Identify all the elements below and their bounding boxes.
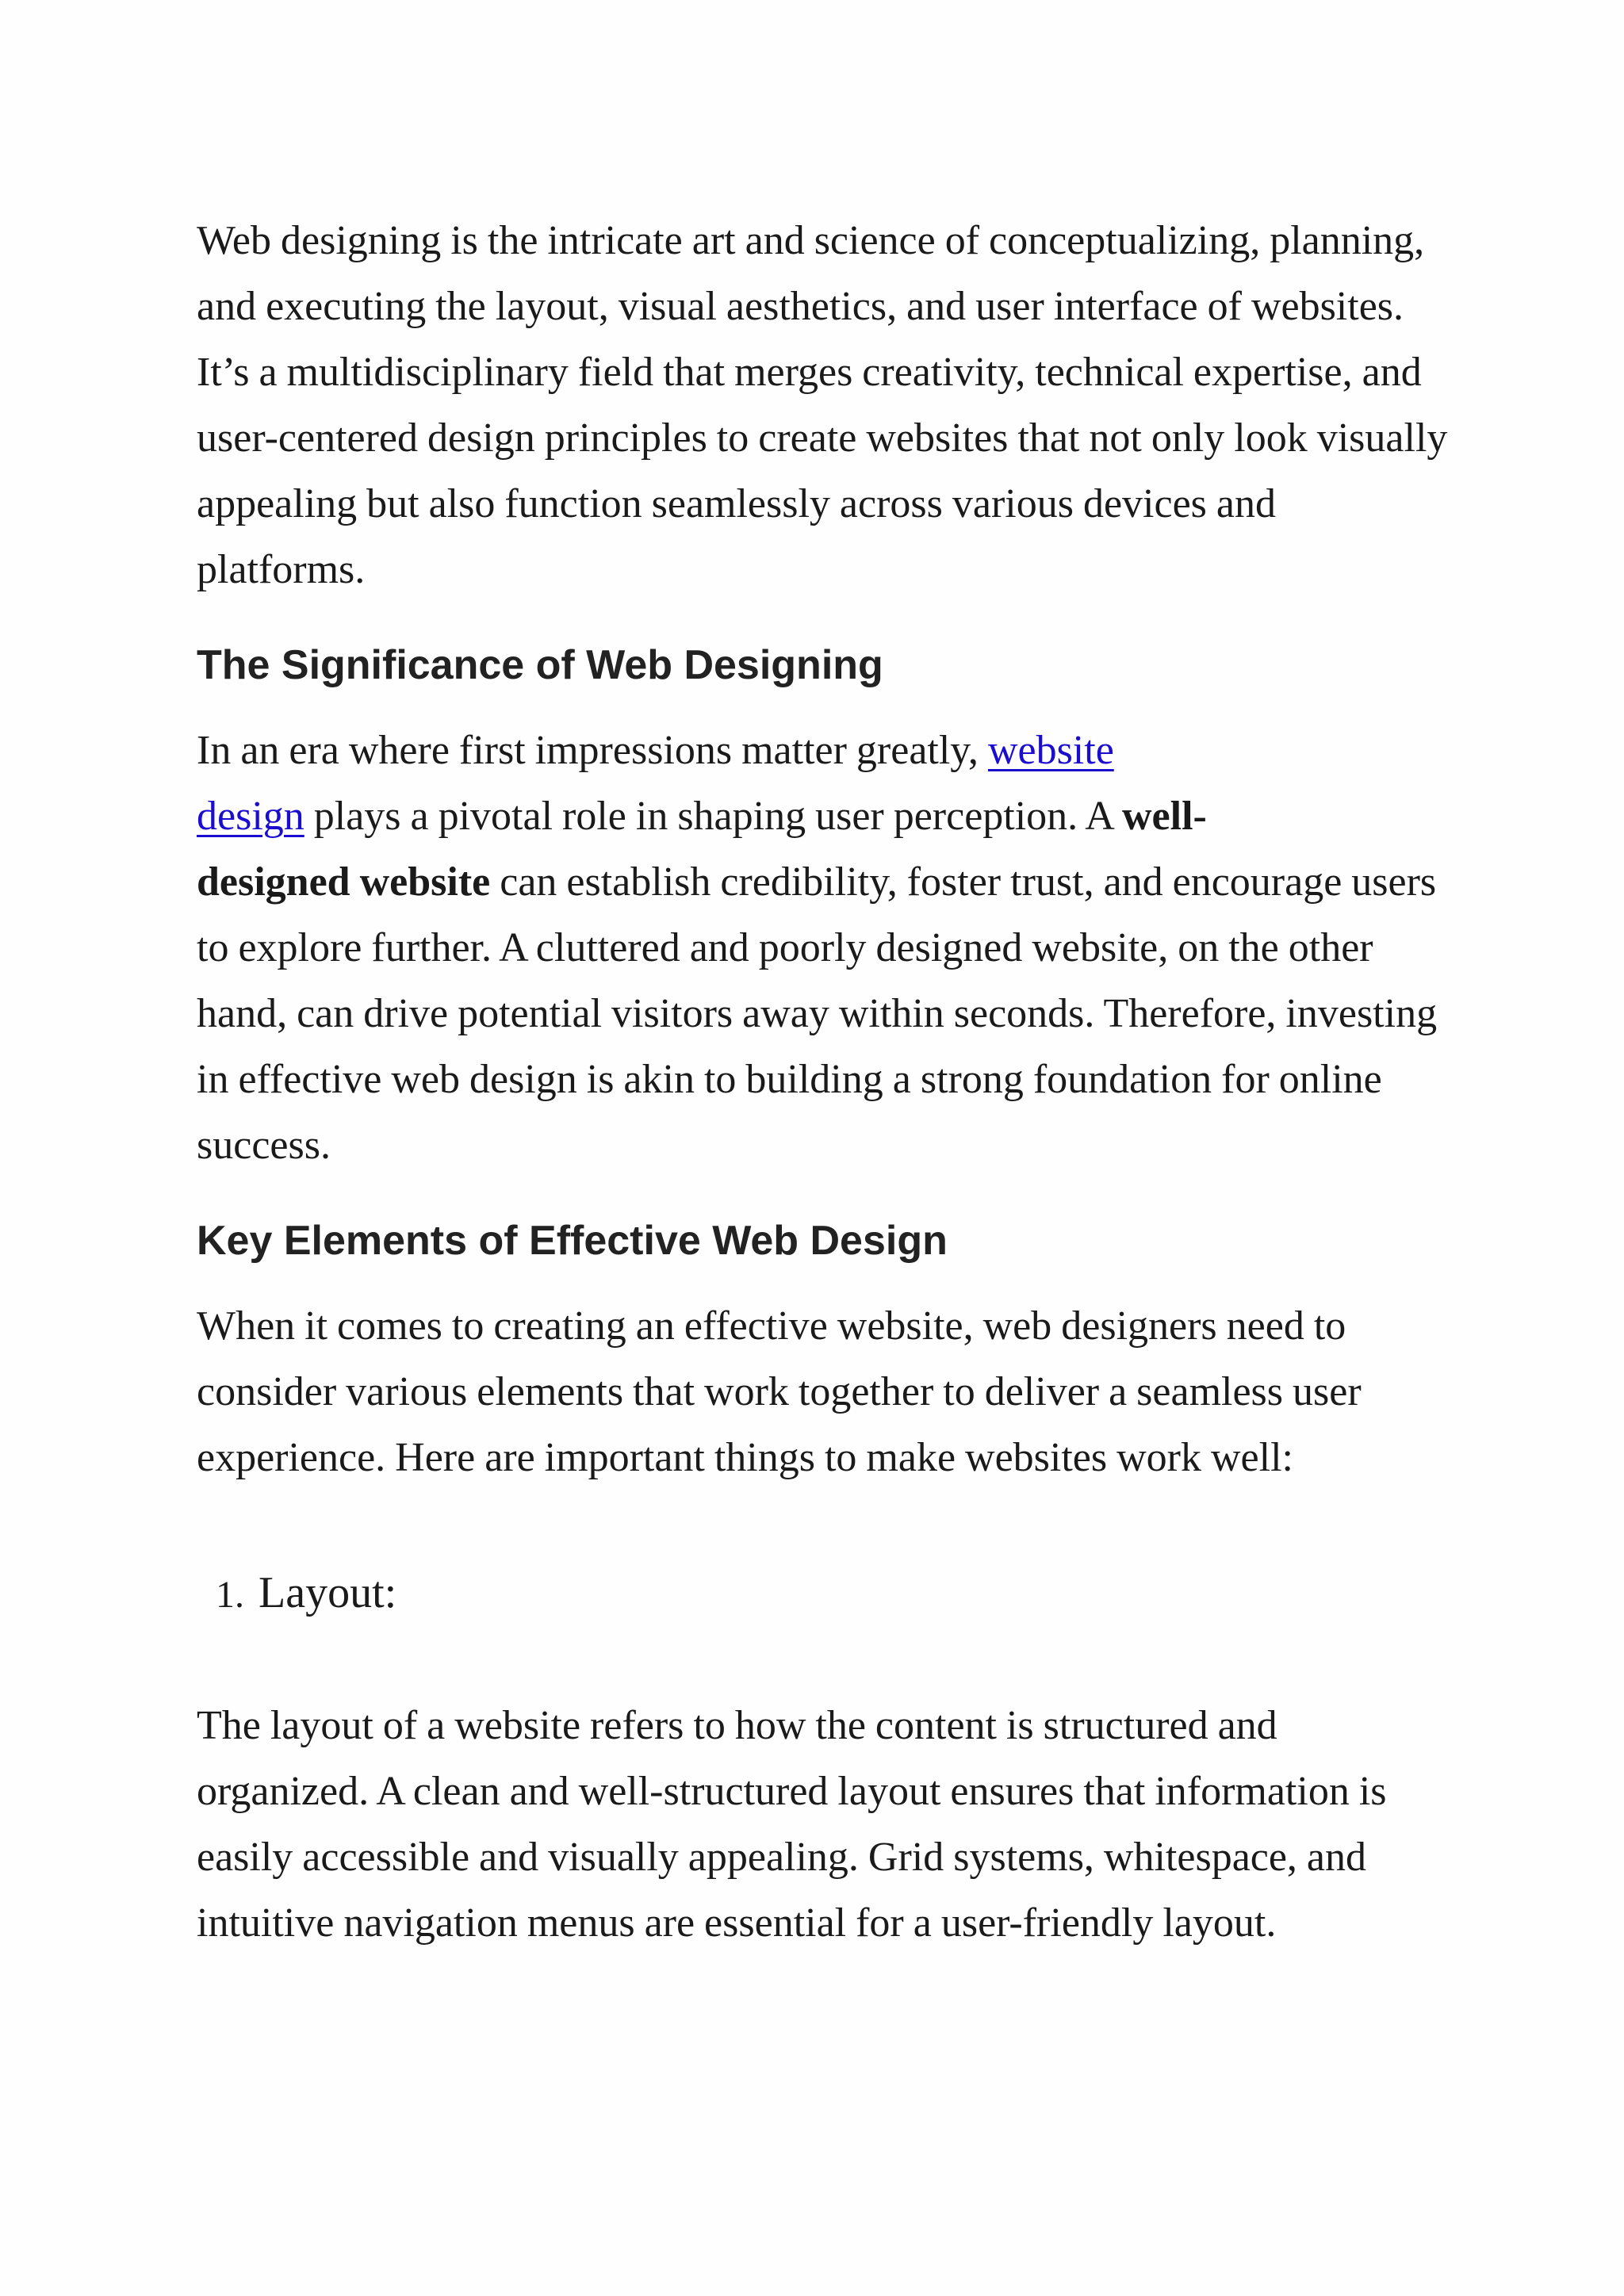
significance-text-end: can establish credibility, foster trust, and encourage users to explore further. A cluttered and poorly designed website, on the other hand, can drive potential visitors away within seconds. Therefore, investing in effective web design is akin to building a strong foundation for online success. bbox=[197, 859, 1438, 1168]
significance-paragraph bbox=[197, 718, 1450, 1178]
significance-text-start: In an era where first impressions matter greatly, bbox=[197, 728, 988, 773]
document-page bbox=[197, 208, 1450, 1956]
significance-heading: The Significance of Web Designing bbox=[197, 642, 883, 688]
list-item-label: Layout: bbox=[259, 1568, 397, 1617]
well-designed-bold-part2: designed website bbox=[197, 859, 491, 905]
list-item-number: 1. bbox=[216, 1574, 244, 1616]
elements-list bbox=[197, 1560, 1450, 1628]
key-elements-heading: Key Elements of Effective Web Design bbox=[197, 1218, 948, 1264]
website-design-link-line1[interactable]: website bbox=[987, 728, 1114, 773]
key-elements-paragraph: When it comes to creating an effective website, web designers need to consider various elements that work together to deliver a seamless user experience. Here are important things to make websites work well: bbox=[197, 1303, 1362, 1480]
intro-paragraph: Web designing is the intricate art and science of conceptualizing, planning, and executing the layout, visual aesthetics, and user interface of websites. It’s a multidisciplinary field that merges creativity, technical expertise, and user-centered design principles to create websites that not only look visually appealing but also function seamlessly across various devices and platforms. bbox=[197, 218, 1448, 592]
website-design-link-line2[interactable]: design bbox=[197, 794, 304, 839]
layout-paragraph: The layout of a website refers to how the content is structured and organized. A clean and well-structured layout ensures that information is easily accessible and visually appealing. Grid systems, whitespace, and intuitive navigation menus are essential for a user-friendly layout. bbox=[197, 1703, 1387, 1946]
well-designed-bold-part1: well- bbox=[1121, 794, 1207, 839]
list-item bbox=[197, 1560, 1450, 1628]
significance-text-mid: plays a pivotal role in shaping user perception. A bbox=[304, 794, 1122, 839]
